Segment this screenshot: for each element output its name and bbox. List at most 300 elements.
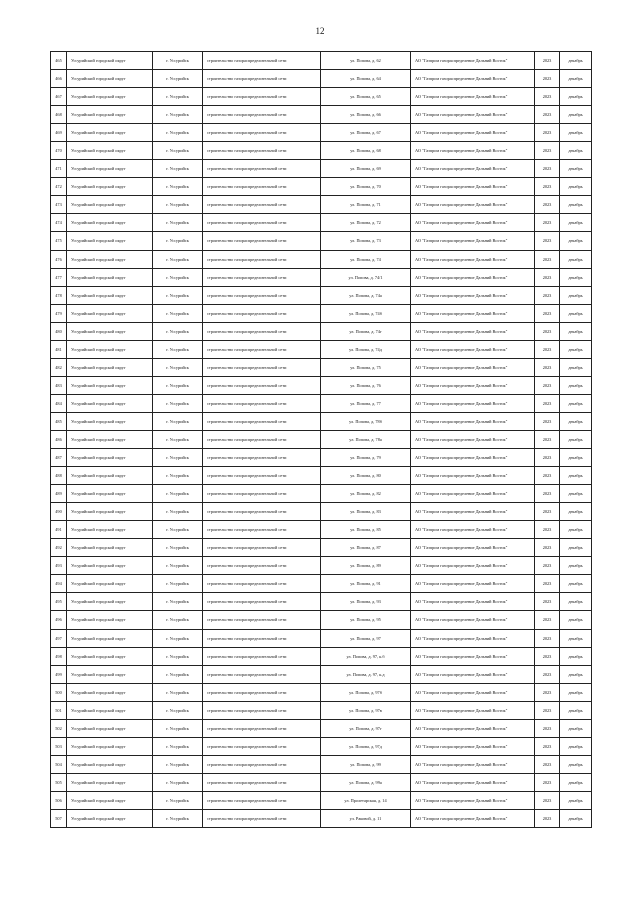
table-row — [51, 755, 592, 773]
registry-body — [51, 52, 592, 828]
year-cell: 2023 — [535, 683, 560, 701]
row-number-cell: 474 — [51, 214, 67, 232]
row-number-cell: 467 — [51, 88, 67, 106]
table-row — [51, 737, 592, 755]
work-type-cell: строительство газораспределительной сети — [203, 647, 321, 665]
month-cell: декабрь — [560, 755, 592, 773]
work-type-cell: строительство газораспределительной сети — [203, 611, 321, 629]
work-type-cell: строительство газораспределительной сети — [203, 430, 321, 448]
year-cell: 2023 — [535, 106, 560, 124]
year-cell: 2023 — [535, 178, 560, 196]
organization-cell: АО "Газпром газораспределение Дальний Восток" — [411, 196, 535, 214]
row-number-cell: 469 — [51, 124, 67, 142]
row-number-cell: 488 — [51, 467, 67, 485]
month-cell: декабрь — [560, 286, 592, 304]
organization-cell: АО "Газпром газораспределение Дальний Восток" — [411, 430, 535, 448]
address-cell: ул. Попова, д. 97, к.д — [321, 665, 411, 683]
organization-cell: АО "Газпром газораспределение Дальний Восток" — [411, 250, 535, 268]
district-cell: Уссурийский городской округ — [67, 503, 153, 521]
organization-cell: АО "Газпром газораспределение Дальний Восток" — [411, 737, 535, 755]
city-cell: г. Уссурийск — [153, 521, 203, 539]
year-cell: 2023 — [535, 665, 560, 683]
month-cell: декабрь — [560, 701, 592, 719]
year-cell: 2023 — [535, 232, 560, 250]
address-cell: ул. Попова, д. 65 — [321, 88, 411, 106]
row-number-cell: 477 — [51, 268, 67, 286]
work-type-cell: строительство газораспределительной сети — [203, 575, 321, 593]
month-cell: декабрь — [560, 593, 592, 611]
address-cell: ул. Попова, д. 91 — [321, 575, 411, 593]
district-cell: Уссурийский городской округ — [67, 430, 153, 448]
work-type-cell: строительство газораспределительной сети — [203, 340, 321, 358]
month-cell: декабрь — [560, 106, 592, 124]
address-cell: ул. Попова, д. 97б — [321, 683, 411, 701]
row-number-cell: 473 — [51, 196, 67, 214]
address-cell: ул. Попова, д. 99 — [321, 755, 411, 773]
year-cell: 2023 — [535, 467, 560, 485]
organization-cell: АО "Газпром газораспределение Дальний Восток" — [411, 340, 535, 358]
month-cell: декабрь — [560, 358, 592, 376]
work-type-cell: строительство газораспределительной сети — [203, 539, 321, 557]
address-cell: ул. Попова, д. 68 — [321, 142, 411, 160]
organization-cell: АО "Газпром газораспределение Дальний Восток" — [411, 286, 535, 304]
district-cell: Уссурийский городской округ — [67, 701, 153, 719]
month-cell: декабрь — [560, 485, 592, 503]
work-type-cell: строительство газораспределительной сети — [203, 755, 321, 773]
year-cell: 2023 — [535, 485, 560, 503]
address-cell: ул. Попова, д. 72 — [321, 214, 411, 232]
address-cell: ул. Раковой, д. 11 — [321, 809, 411, 827]
year-cell: 2023 — [535, 124, 560, 142]
row-number-cell: 489 — [51, 485, 67, 503]
organization-cell: АО "Газпром газораспределение Дальний Восток" — [411, 755, 535, 773]
work-type-cell: строительство газораспределительной сети — [203, 232, 321, 250]
work-type-cell: строительство газораспределительной сети — [203, 665, 321, 683]
year-cell: 2023 — [535, 503, 560, 521]
row-number-cell: 506 — [51, 791, 67, 809]
row-number-cell: 484 — [51, 394, 67, 412]
city-cell: г. Уссурийск — [153, 160, 203, 178]
city-cell: г. Уссурийск — [153, 683, 203, 701]
district-cell: Уссурийский городской округ — [67, 611, 153, 629]
month-cell: декабрь — [560, 503, 592, 521]
row-number-cell: 492 — [51, 539, 67, 557]
year-cell: 2023 — [535, 539, 560, 557]
work-type-cell: строительство газораспределительной сети — [203, 449, 321, 467]
work-type-cell: строительство газораспределительной сети — [203, 358, 321, 376]
work-type-cell: строительство газораспределительной сети — [203, 70, 321, 88]
city-cell: г. Уссурийск — [153, 665, 203, 683]
table-row — [51, 485, 592, 503]
city-cell: г. Уссурийск — [153, 485, 203, 503]
organization-cell: АО "Газпром газораспределение Дальний Восток" — [411, 358, 535, 376]
district-cell: Уссурийский городской округ — [67, 178, 153, 196]
work-type-cell: строительство газораспределительной сети — [203, 52, 321, 70]
organization-cell: АО "Газпром газораспределение Дальний Восток" — [411, 575, 535, 593]
table-row — [51, 430, 592, 448]
city-cell: г. Уссурийск — [153, 809, 203, 827]
district-cell: Уссурийский городской округ — [67, 629, 153, 647]
district-cell: Уссурийский городской округ — [67, 773, 153, 791]
work-type-cell: строительство газораспределительной сети — [203, 268, 321, 286]
city-cell: г. Уссурийск — [153, 286, 203, 304]
month-cell: декабрь — [560, 214, 592, 232]
organization-cell: АО "Газпром газораспределение Дальний Восток" — [411, 376, 535, 394]
city-cell: г. Уссурийск — [153, 611, 203, 629]
district-cell: Уссурийский городской округ — [67, 394, 153, 412]
row-number-cell: 479 — [51, 304, 67, 322]
table-row — [51, 557, 592, 575]
organization-cell: АО "Газпром газораспределение Дальний Восток" — [411, 124, 535, 142]
city-cell: г. Уссурийск — [153, 557, 203, 575]
work-type-cell: строительство газораспределительной сети — [203, 719, 321, 737]
row-number-cell: 491 — [51, 521, 67, 539]
month-cell: декабрь — [560, 521, 592, 539]
address-cell: ул. Попова, д. 74а — [321, 286, 411, 304]
address-cell: ул. Попова, д. 97г — [321, 719, 411, 737]
month-cell: декабрь — [560, 88, 592, 106]
table-row — [51, 232, 592, 250]
city-cell: г. Уссурийск — [153, 719, 203, 737]
table-row — [51, 593, 592, 611]
district-cell: Уссурийский городской округ — [67, 52, 153, 70]
address-cell: ул. Попова, д. 97 — [321, 629, 411, 647]
year-cell: 2023 — [535, 773, 560, 791]
month-cell: декабрь — [560, 160, 592, 178]
row-number-cell: 470 — [51, 142, 67, 160]
row-number-cell: 490 — [51, 503, 67, 521]
organization-cell: АО "Газпром газораспределение Дальний Восток" — [411, 683, 535, 701]
district-cell: Уссурийский городской округ — [67, 521, 153, 539]
address-cell: ул. Попова, д. 76 — [321, 376, 411, 394]
table-row — [51, 629, 592, 647]
table-row — [51, 449, 592, 467]
year-cell: 2023 — [535, 340, 560, 358]
district-cell: Уссурийский городской округ — [67, 647, 153, 665]
table-row — [51, 575, 592, 593]
row-number-cell: 485 — [51, 412, 67, 430]
work-type-cell: строительство газораспределительной сети — [203, 557, 321, 575]
row-number-cell: 497 — [51, 629, 67, 647]
city-cell: г. Уссурийск — [153, 196, 203, 214]
organization-cell: АО "Газпром газораспределение Дальний Восток" — [411, 232, 535, 250]
table-row — [51, 178, 592, 196]
organization-cell: АО "Газпром газораспределение Дальний Восток" — [411, 557, 535, 575]
row-number-cell: 471 — [51, 160, 67, 178]
month-cell: декабрь — [560, 268, 592, 286]
work-type-cell: строительство газораспределительной сети — [203, 773, 321, 791]
table-row — [51, 665, 592, 683]
district-cell: Уссурийский городской округ — [67, 214, 153, 232]
organization-cell: АО "Газпром газораспределение Дальний Восток" — [411, 394, 535, 412]
month-cell: декабрь — [560, 719, 592, 737]
year-cell: 2023 — [535, 737, 560, 755]
year-cell: 2023 — [535, 521, 560, 539]
address-cell: ул. Попова, д. 99а — [321, 773, 411, 791]
district-cell: Уссурийский городской округ — [67, 737, 153, 755]
district-cell: Уссурийский городской округ — [67, 196, 153, 214]
year-cell: 2023 — [535, 142, 560, 160]
city-cell: г. Уссурийск — [153, 412, 203, 430]
row-number-cell: 466 — [51, 70, 67, 88]
row-number-cell: 472 — [51, 178, 67, 196]
table-row — [51, 521, 592, 539]
table-row — [51, 719, 592, 737]
district-cell: Уссурийский городской округ — [67, 376, 153, 394]
organization-cell: АО "Газпром газораспределение Дальний Восток" — [411, 142, 535, 160]
address-cell: ул. Попова, д. 67 — [321, 124, 411, 142]
organization-cell: АО "Газпром газораспределение Дальний Восток" — [411, 52, 535, 70]
address-cell: ул. Попова, д. 66 — [321, 106, 411, 124]
month-cell: декабрь — [560, 791, 592, 809]
table-row — [51, 160, 592, 178]
city-cell: г. Уссурийск — [153, 52, 203, 70]
row-number-cell: 499 — [51, 665, 67, 683]
organization-cell: АО "Газпром газораспределение Дальний Восток" — [411, 268, 535, 286]
address-cell: ул. Попова, д. 93 — [321, 593, 411, 611]
table-row — [51, 647, 592, 665]
work-type-cell: строительство газораспределительной сети — [203, 88, 321, 106]
address-cell: ул. Попова, д. 78а — [321, 430, 411, 448]
table-row — [51, 70, 592, 88]
city-cell: г. Уссурийск — [153, 467, 203, 485]
organization-cell: АО "Газпром газораспределение Дальний Восток" — [411, 791, 535, 809]
row-number-cell: 494 — [51, 575, 67, 593]
city-cell: г. Уссурийск — [153, 214, 203, 232]
row-number-cell: 465 — [51, 52, 67, 70]
address-cell: ул. Попова, д. 97в — [321, 701, 411, 719]
city-cell: г. Уссурийск — [153, 178, 203, 196]
district-cell: Уссурийский городской округ — [67, 467, 153, 485]
organization-cell: АО "Газпром газораспределение Дальний Восток" — [411, 593, 535, 611]
address-cell: ул. Попова, д. 77 — [321, 394, 411, 412]
address-cell: ул. Попова, д. 70 — [321, 178, 411, 196]
address-cell: ул. Попова, д. 73 — [321, 232, 411, 250]
year-cell: 2023 — [535, 629, 560, 647]
work-type-cell: строительство газораспределительной сети — [203, 178, 321, 196]
work-type-cell: строительство газораспределительной сети — [203, 791, 321, 809]
year-cell: 2023 — [535, 701, 560, 719]
year-cell: 2023 — [535, 376, 560, 394]
year-cell: 2023 — [535, 268, 560, 286]
city-cell: г. Уссурийск — [153, 755, 203, 773]
organization-cell: АО "Газпром газораспределение Дальний Восток" — [411, 178, 535, 196]
organization-cell: АО "Газпром газораспределение Дальний Восток" — [411, 449, 535, 467]
city-cell: г. Уссурийск — [153, 737, 203, 755]
month-cell: декабрь — [560, 412, 592, 430]
district-cell: Уссурийский городской округ — [67, 142, 153, 160]
table-row — [51, 412, 592, 430]
month-cell: декабрь — [560, 467, 592, 485]
district-cell: Уссурийский городской округ — [67, 124, 153, 142]
work-type-cell: строительство газораспределительной сети — [203, 304, 321, 322]
city-cell: г. Уссурийск — [153, 575, 203, 593]
work-type-cell: строительство газораспределительной сети — [203, 485, 321, 503]
row-number-cell: 493 — [51, 557, 67, 575]
row-number-cell: 495 — [51, 593, 67, 611]
organization-cell: АО "Газпром газораспределение Дальний Восток" — [411, 611, 535, 629]
month-cell: декабрь — [560, 665, 592, 683]
row-number-cell: 504 — [51, 755, 67, 773]
district-cell: Уссурийский городской округ — [67, 485, 153, 503]
table-row — [51, 791, 592, 809]
gas-network-registry-table — [50, 51, 592, 828]
month-cell: декабрь — [560, 322, 592, 340]
year-cell: 2023 — [535, 88, 560, 106]
row-number-cell: 501 — [51, 701, 67, 719]
district-cell: Уссурийский городской округ — [67, 719, 153, 737]
work-type-cell: строительство газораспределительной сети — [203, 196, 321, 214]
table-row — [51, 304, 592, 322]
city-cell: г. Уссурийск — [153, 322, 203, 340]
year-cell: 2023 — [535, 412, 560, 430]
organization-cell: АО "Газпром газораспределение Дальний Восток" — [411, 539, 535, 557]
row-number-cell: 483 — [51, 376, 67, 394]
table-row — [51, 340, 592, 358]
month-cell: декабрь — [560, 809, 592, 827]
row-number-cell: 476 — [51, 250, 67, 268]
address-cell: ул. Попова, д. 74д — [321, 340, 411, 358]
table-row — [51, 142, 592, 160]
row-number-cell: 478 — [51, 286, 67, 304]
work-type-cell: строительство газораспределительной сети — [203, 809, 321, 827]
month-cell: декабрь — [560, 683, 592, 701]
row-number-cell: 468 — [51, 106, 67, 124]
year-cell: 2023 — [535, 575, 560, 593]
month-cell: декабрь — [560, 196, 592, 214]
address-cell: ул. Попова, д. 75 — [321, 358, 411, 376]
table-row — [51, 611, 592, 629]
work-type-cell: строительство газораспределительной сети — [203, 250, 321, 268]
district-cell: Уссурийский городской округ — [67, 160, 153, 178]
organization-cell: АО "Газпром газораспределение Дальний Восток" — [411, 160, 535, 178]
year-cell: 2023 — [535, 755, 560, 773]
table-row — [51, 88, 592, 106]
month-cell: декабрь — [560, 250, 592, 268]
address-cell: ул. Попова, д. 83 — [321, 503, 411, 521]
month-cell: декабрь — [560, 52, 592, 70]
month-cell: декабрь — [560, 629, 592, 647]
row-number-cell: 481 — [51, 340, 67, 358]
year-cell: 2023 — [535, 430, 560, 448]
district-cell: Уссурийский городской округ — [67, 557, 153, 575]
month-cell: декабрь — [560, 557, 592, 575]
year-cell: 2023 — [535, 791, 560, 809]
city-cell: г. Уссурийск — [153, 70, 203, 88]
month-cell: декабрь — [560, 142, 592, 160]
month-cell: декабрь — [560, 575, 592, 593]
district-cell: Уссурийский городской округ — [67, 70, 153, 88]
row-number-cell: 480 — [51, 322, 67, 340]
city-cell: г. Уссурийск — [153, 791, 203, 809]
organization-cell: АО "Газпром газораспределение Дальний Восток" — [411, 647, 535, 665]
organization-cell: АО "Газпром газораспределение Дальний Восток" — [411, 773, 535, 791]
city-cell: г. Уссурийск — [153, 142, 203, 160]
table-row — [51, 214, 592, 232]
month-cell: декабрь — [560, 773, 592, 791]
address-cell: ул. Попова, д. 89 — [321, 557, 411, 575]
work-type-cell: строительство газораспределительной сети — [203, 394, 321, 412]
city-cell: г. Уссурийск — [153, 358, 203, 376]
address-cell: ул. Попова, д. 64 — [321, 70, 411, 88]
row-number-cell: 475 — [51, 232, 67, 250]
table-row — [51, 809, 592, 827]
year-cell: 2023 — [535, 394, 560, 412]
year-cell: 2023 — [535, 611, 560, 629]
month-cell: декабрь — [560, 539, 592, 557]
table-row — [51, 701, 592, 719]
district-cell: Уссурийский городской округ — [67, 593, 153, 611]
organization-cell: АО "Газпром газораспределение Дальний Восток" — [411, 322, 535, 340]
city-cell: г. Уссурийск — [153, 701, 203, 719]
organization-cell: АО "Газпром газораспределение Дальний Восток" — [411, 88, 535, 106]
year-cell: 2023 — [535, 809, 560, 827]
month-cell: декабрь — [560, 611, 592, 629]
organization-cell: АО "Газпром газораспределение Дальний Восток" — [411, 214, 535, 232]
organization-cell: АО "Газпром газораспределение Дальний Восток" — [411, 467, 535, 485]
city-cell: г. Уссурийск — [153, 539, 203, 557]
row-number-cell: 482 — [51, 358, 67, 376]
work-type-cell: строительство газораспределительной сети — [203, 322, 321, 340]
address-cell: ул. Попова, д. 78б — [321, 412, 411, 430]
work-type-cell: строительство газораспределительной сети — [203, 593, 321, 611]
district-cell: Уссурийский городской округ — [67, 250, 153, 268]
address-cell: ул. Попова, д. 95 — [321, 611, 411, 629]
month-cell: декабрь — [560, 394, 592, 412]
month-cell: декабрь — [560, 376, 592, 394]
year-cell: 2023 — [535, 449, 560, 467]
district-cell: Уссурийский городской округ — [67, 106, 153, 124]
district-cell: Уссурийский городской округ — [67, 88, 153, 106]
address-cell: ул. Попова, д. 62 — [321, 52, 411, 70]
work-type-cell: строительство газораспределительной сети — [203, 629, 321, 647]
district-cell: Уссурийский городской округ — [67, 683, 153, 701]
year-cell: 2023 — [535, 214, 560, 232]
year-cell: 2023 — [535, 52, 560, 70]
work-type-cell: строительство газораспределительной сети — [203, 106, 321, 124]
address-cell: ул. Попова, д. 74/1 — [321, 268, 411, 286]
city-cell: г. Уссурийск — [153, 268, 203, 286]
table-row — [51, 286, 592, 304]
row-number-cell: 486 — [51, 430, 67, 448]
month-cell: декабрь — [560, 304, 592, 322]
month-cell: декабрь — [560, 70, 592, 88]
table-row — [51, 322, 592, 340]
table-row — [51, 250, 592, 268]
table-row — [51, 503, 592, 521]
work-type-cell: строительство газораспределительной сети — [203, 521, 321, 539]
work-type-cell: строительство газораспределительной сети — [203, 503, 321, 521]
year-cell: 2023 — [535, 647, 560, 665]
work-type-cell: строительство газораспределительной сети — [203, 142, 321, 160]
organization-cell: АО "Газпром газораспределение Дальний Восток" — [411, 485, 535, 503]
year-cell: 2023 — [535, 196, 560, 214]
year-cell: 2023 — [535, 322, 560, 340]
city-cell: г. Уссурийск — [153, 124, 203, 142]
city-cell: г. Уссурийск — [153, 304, 203, 322]
year-cell: 2023 — [535, 250, 560, 268]
year-cell: 2023 — [535, 358, 560, 376]
city-cell: г. Уссурийск — [153, 106, 203, 124]
address-cell: ул. Попова, д. 80 — [321, 467, 411, 485]
work-type-cell: строительство газораспределительной сети — [203, 214, 321, 232]
address-cell: ул. Попова, д. 69 — [321, 160, 411, 178]
district-cell: Уссурийский городской округ — [67, 575, 153, 593]
year-cell: 2023 — [535, 719, 560, 737]
city-cell: г. Уссурийск — [153, 647, 203, 665]
table-row — [51, 539, 592, 557]
organization-cell: АО "Газпром газораспределение Дальний Восток" — [411, 304, 535, 322]
